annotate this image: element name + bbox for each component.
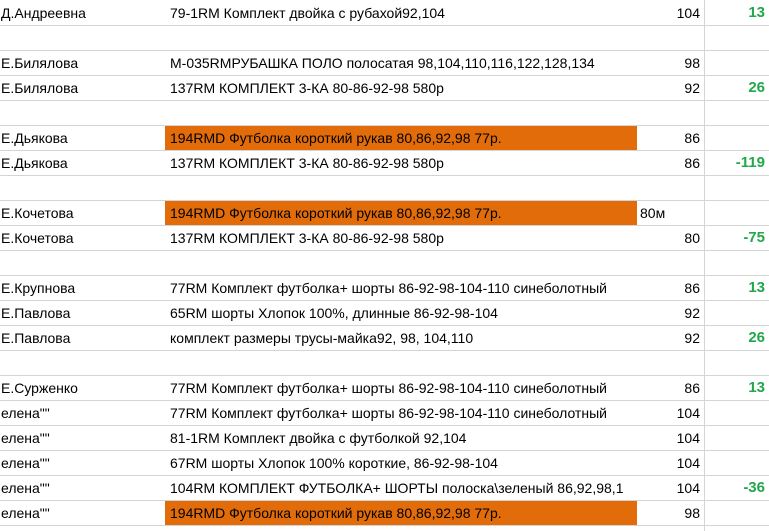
table-row bbox=[0, 226, 769, 251]
size-cell[interactable]: 92 bbox=[684, 330, 700, 346]
table-row bbox=[0, 326, 769, 351]
difference-cell[interactable]: 13 bbox=[748, 379, 765, 396]
customer-name-cell[interactable]: Е.Крупнова bbox=[1, 280, 76, 296]
product-description-cell[interactable] bbox=[165, 26, 637, 50]
difference-cell[interactable] bbox=[704, 351, 769, 375]
table-row bbox=[0, 401, 769, 426]
table-row bbox=[0, 451, 769, 476]
customer-name-cell[interactable]: Е.Павлова bbox=[1, 330, 71, 346]
size-cell[interactable]: 104 bbox=[676, 5, 700, 21]
table-row bbox=[0, 201, 769, 226]
size-cell[interactable] bbox=[637, 101, 703, 125]
table-row bbox=[0, 76, 769, 101]
note-cell[interactable]: 80м bbox=[640, 205, 666, 221]
difference-cell[interactable] bbox=[704, 426, 769, 450]
product-description-cell[interactable] bbox=[165, 176, 637, 200]
product-description-cell[interactable]: M-035RMРУБАШКА ПОЛО полосатая 98,104,110,116,122,128,134 bbox=[170, 55, 595, 71]
product-description-cell[interactable]: 194RMD Футболка короткий рукав 80,86,92,98 77р. bbox=[165, 126, 637, 150]
table-row bbox=[0, 251, 769, 276]
customer-name-cell[interactable]: Е.Кочетова bbox=[1, 205, 74, 221]
difference-cell[interactable] bbox=[704, 26, 769, 50]
table-row bbox=[0, 1, 769, 26]
product-description-cell[interactable]: 77RM Комплект футболка+ шорты 86-92-98-104-110 синеболотный bbox=[170, 405, 607, 421]
product-description-cell[interactable]: 81-1RM Комплект двойка с футболкой 92,104 bbox=[170, 430, 467, 446]
difference-cell[interactable]: -119 bbox=[735, 154, 765, 171]
size-cell[interactable]: 104 bbox=[676, 430, 700, 446]
product-description-cell[interactable] bbox=[165, 101, 637, 125]
product-description-cell[interactable]: 67RM шорты Хлопок 100% короткие, 86-92-98-104 bbox=[170, 455, 498, 471]
table-row bbox=[0, 101, 769, 126]
difference-cell[interactable]: 13 bbox=[748, 4, 765, 21]
difference-cell[interactable]: -75 bbox=[743, 229, 765, 246]
customer-name-cell[interactable]: елена"" bbox=[1, 480, 50, 496]
size-cell[interactable]: 86 bbox=[684, 380, 700, 396]
table-row bbox=[0, 376, 769, 401]
difference-cell[interactable] bbox=[704, 101, 769, 125]
table-row bbox=[0, 301, 769, 326]
difference-cell[interactable]: 26 bbox=[748, 329, 765, 346]
customer-name-cell[interactable]: Д.Андреевна bbox=[1, 5, 86, 21]
table-row bbox=[0, 126, 769, 151]
product-description-cell[interactable] bbox=[165, 351, 637, 375]
customer-name-cell[interactable] bbox=[0, 176, 165, 200]
customer-name-cell[interactable]: Е.Билялова bbox=[1, 80, 79, 96]
size-cell[interactable]: 92 bbox=[684, 80, 700, 96]
table-row bbox=[0, 26, 769, 51]
product-description-cell[interactable]: 79-1RM Комплект двойка с рубахой92,104 bbox=[170, 5, 445, 21]
size-cell[interactable]: 104 bbox=[676, 455, 700, 471]
difference-cell[interactable] bbox=[704, 201, 769, 225]
difference-cell[interactable] bbox=[704, 401, 769, 425]
size-cell[interactable] bbox=[637, 26, 703, 50]
table-row bbox=[0, 426, 769, 451]
difference-cell[interactable] bbox=[704, 501, 769, 525]
size-cell[interactable]: 86 bbox=[684, 130, 700, 146]
size-cell[interactable]: 86 bbox=[684, 155, 700, 171]
product-description-cell[interactable]: 194RMD Футболка короткий рукав 80,86,92,98 77р. bbox=[165, 201, 637, 225]
product-description-cell[interactable]: 77RM Комплект футболка+ шорты 86-92-98-104-110 синеболотный bbox=[170, 280, 607, 296]
customer-name-cell[interactable]: Е.Сурженко bbox=[1, 380, 78, 396]
product-description-cell[interactable]: 194RMD Футболка короткий рукав 80,86,92,98 77р. bbox=[165, 501, 637, 525]
customer-name-cell[interactable] bbox=[0, 251, 165, 275]
customer-name-cell[interactable]: елена"" bbox=[1, 405, 50, 421]
size-cell[interactable] bbox=[637, 351, 703, 375]
size-cell[interactable] bbox=[637, 251, 703, 275]
table-row bbox=[0, 51, 769, 76]
size-cell[interactable]: 92 bbox=[684, 305, 700, 321]
customer-name-cell[interactable]: Е.Дьякова bbox=[1, 130, 68, 146]
product-description-cell[interactable]: 137RM КОМПЛЕКТ 3-КА 80-86-92-98 580р bbox=[170, 230, 444, 246]
size-cell[interactable] bbox=[637, 176, 703, 200]
difference-cell[interactable]: -36 bbox=[743, 479, 765, 496]
table-row bbox=[0, 476, 769, 501]
size-cell[interactable]: 80 bbox=[684, 230, 700, 246]
product-description-cell[interactable]: 65RM шорты Хлопок 100%, длинные 86-92-98-104 bbox=[170, 305, 498, 321]
table-row bbox=[0, 276, 769, 301]
difference-cell[interactable] bbox=[704, 451, 769, 475]
difference-cell[interactable] bbox=[704, 251, 769, 275]
product-description-cell[interactable]: 137RM КОМПЛЕКТ 3-КА 80-86-92-98 580р bbox=[170, 155, 444, 171]
table-row bbox=[0, 501, 769, 526]
customer-name-cell[interactable]: елена"" bbox=[1, 430, 50, 446]
size-cell[interactable]: 104 bbox=[676, 480, 700, 496]
customer-name-cell[interactable] bbox=[0, 101, 165, 125]
size-cell[interactable]: 98 bbox=[684, 505, 700, 521]
customer-name-cell[interactable]: елена"" bbox=[1, 505, 50, 521]
table-row bbox=[0, 151, 769, 176]
product-description-cell[interactable]: 77RM Комплект футболка+ шорты 86-92-98-104-110 синеболотный bbox=[170, 380, 607, 396]
product-description-cell[interactable] bbox=[165, 251, 637, 275]
customer-name-cell[interactable]: Е.Дьякова bbox=[1, 155, 68, 171]
size-cell[interactable]: 86 bbox=[684, 280, 700, 296]
customer-name-cell[interactable] bbox=[0, 26, 165, 50]
difference-cell[interactable] bbox=[704, 301, 769, 325]
difference-cell[interactable] bbox=[704, 176, 769, 200]
size-cell[interactable]: 104 bbox=[676, 405, 700, 421]
difference-cell[interactable] bbox=[704, 126, 769, 150]
customer-name-cell[interactable] bbox=[0, 351, 165, 375]
size-cell[interactable]: 98 bbox=[684, 55, 700, 71]
customer-name-cell[interactable]: Е.Билялова bbox=[1, 55, 79, 71]
difference-cell[interactable]: 13 bbox=[748, 279, 765, 296]
product-description-cell[interactable]: 137RM КОМПЛЕКТ 3-КА 80-86-92-98 580р bbox=[170, 80, 444, 96]
difference-cell[interactable] bbox=[704, 51, 769, 75]
table-row bbox=[0, 351, 769, 376]
customer-name-cell[interactable]: Е.Павлова bbox=[1, 305, 71, 321]
difference-cell[interactable]: 26 bbox=[748, 79, 765, 96]
product-description-cell[interactable]: 104RM КОМПЛЕКТ ФУТБОЛКА+ ШОРТЫ полоска\зеленый 86,92,98,1 bbox=[170, 480, 624, 496]
product-description-cell[interactable]: комплект размеры трусы-майка92, 98, 104,110 bbox=[170, 330, 474, 346]
customer-name-cell[interactable]: елена"" bbox=[1, 455, 50, 471]
customer-name-cell[interactable]: Е.Кочетова bbox=[1, 230, 74, 246]
table-row bbox=[0, 176, 769, 201]
